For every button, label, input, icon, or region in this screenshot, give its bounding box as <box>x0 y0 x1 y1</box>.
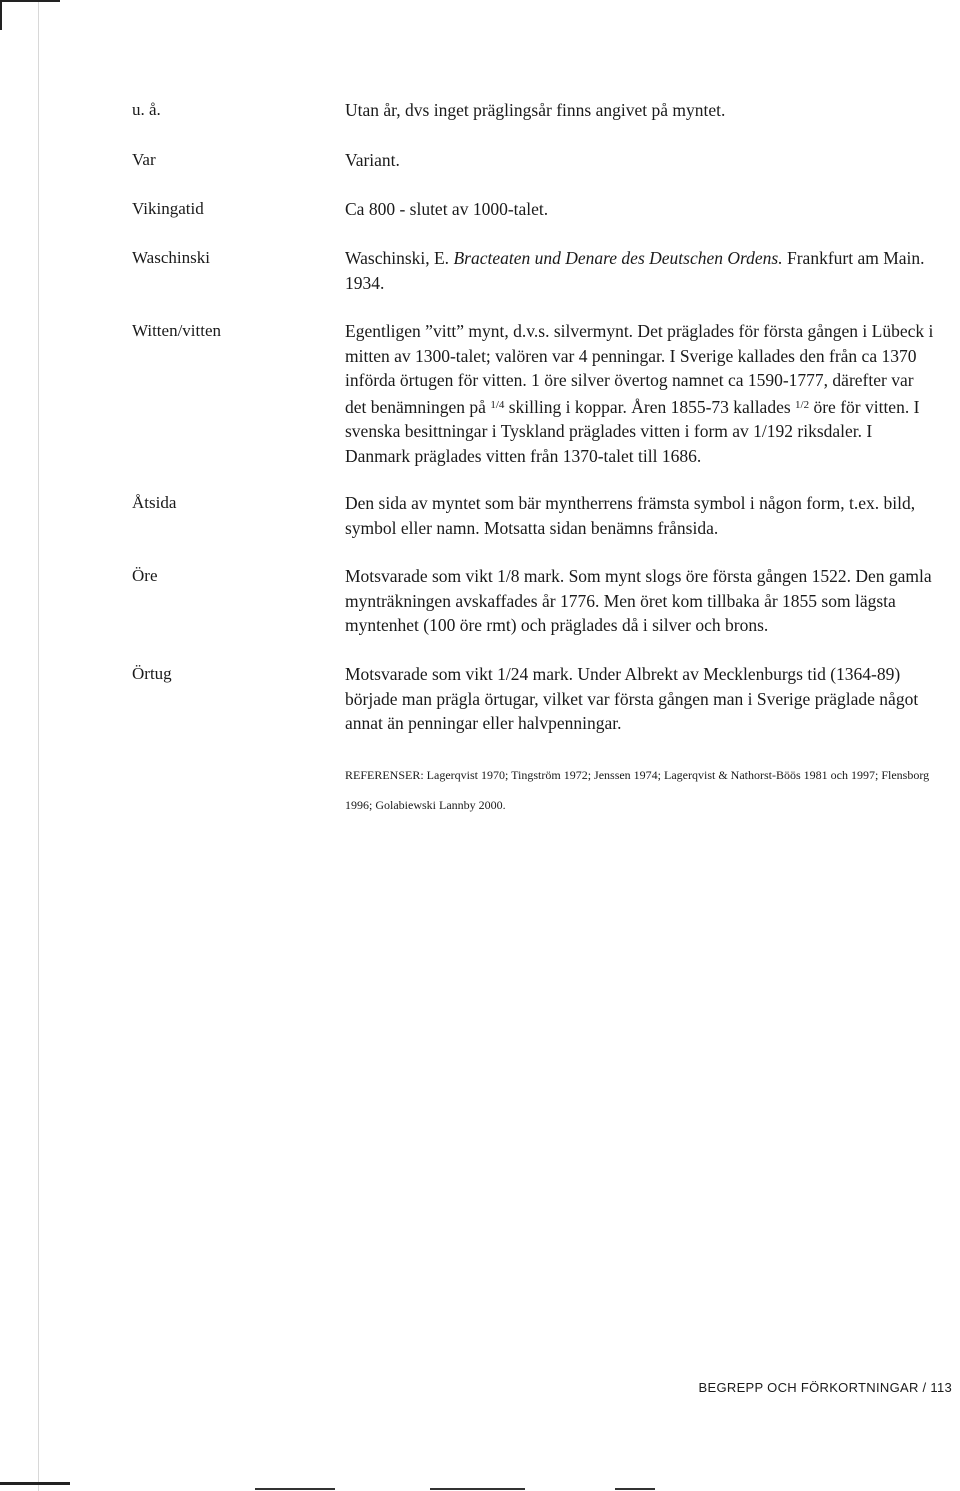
term-vikingatid: Vikingatid <box>132 199 204 218</box>
term-waschinski: Waschinski <box>132 248 210 267</box>
book-title: Bracteaten und Denare des Deutschen Ordens. <box>453 248 783 268</box>
scan-corner-mark-vertical <box>0 0 2 30</box>
scan-bottom-mark <box>0 1482 70 1485</box>
definition-text: Frankfurt am Main. 1934. <box>345 248 925 293</box>
term-var: Var <box>132 150 156 169</box>
definition-witten <box>345 319 935 468</box>
term-witten: Witten/vitten <box>132 321 222 340</box>
definition-text: öre för vitten. I svenska besittningar i Tyskland präglades vitten i form av 1/192 riksdaler. I Danmark präglades vitten från 1370-talet till 1686. <box>345 396 920 466</box>
definition-text: Egentligen ”vitt” mynt, d.v.s. silvermynt. Det präglades för första gången i Lübeck i mitten av 1300-talet; valören var 4 penningar. I Sverige kallades den från ca 1370 införda örtugen för vitten. 1 öre silver övertog namnet ca 1590-1777, därefter var det benämningen på <box>345 321 934 417</box>
fraction-quarter: 1/4 <box>490 398 505 411</box>
scan-bottom-line <box>255 1488 335 1490</box>
definition-vikingatid: Ca 800 - slutet av 1000-talet. <box>345 199 549 219</box>
definition-ua: Utan år, dvs inget präglingsår finns angivet på myntet. <box>345 100 726 120</box>
scan-bottom-line <box>430 1488 525 1490</box>
term-ua: u. å. <box>132 100 161 119</box>
term-ore: Öre <box>132 566 158 585</box>
references: REFERENSER: Lagerqvist 1970; Tingström 1972; Jenssen 1974; Lagerqvist & Nathorst-Böös 1981 och 1997; Flensborg 1996; Golabiewski Lannby 2000. <box>345 768 930 812</box>
definition-waschinski <box>345 246 935 295</box>
term-ortug: Örtug <box>132 664 172 683</box>
scan-corner-mark <box>0 0 60 2</box>
scan-edge-line <box>38 0 39 1491</box>
definition-atsida: Den sida av myntet som bär myntherrens främsta symbol i någon form, t.ex. bild, symbol eller namn. Motsatta sidan benämns frånsida. <box>345 493 916 538</box>
definition-text: Waschinski, E. <box>345 248 454 268</box>
definition-ore: Motsvarade som vikt 1/8 mark. Som mynt slogs öre första gången 1522. Den gamla mynträkningen avskaffades år 1776. Men öret kom tillbaka år 1855 som lägsta myntenhet (100 öre rmt) och präglades då i silver och brons. <box>345 566 932 635</box>
definition-var: Variant. <box>345 150 400 170</box>
fraction-half: 1/2 <box>795 398 810 411</box>
definition-text: skilling i koppar. Åren 1855-73 kallades <box>504 396 796 417</box>
page-footer: BEGREPP OCH FÖRKORTNINGAR / 113 <box>698 1380 952 1395</box>
scan-bottom-line <box>615 1488 655 1490</box>
definition-ortug: Motsvarade som vikt 1/24 mark. Under Albrekt av Mecklenburgs tid (1364-89) började man prägla örtugar, vilket var första gången man i Sverige präglade något annat än penningar eller halvpenningar. <box>345 664 919 733</box>
term-atsida: Åtsida <box>132 493 177 512</box>
